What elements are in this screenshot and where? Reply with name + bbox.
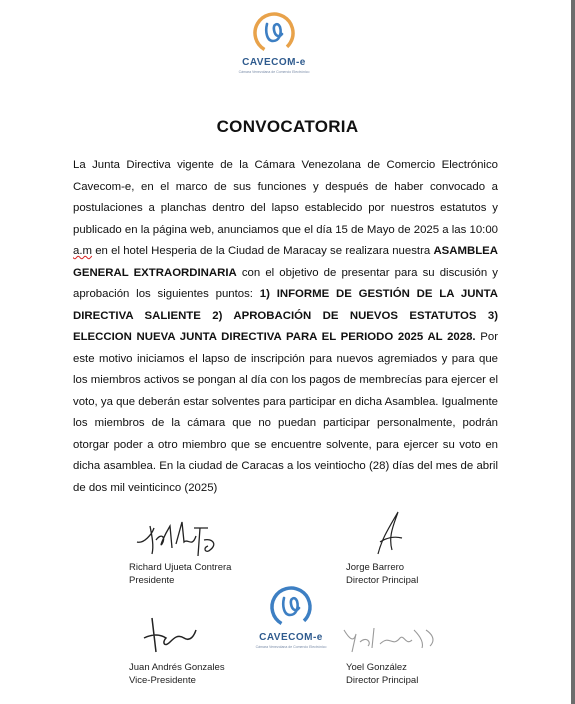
body-text-part: en el hotel Hesperia de la Ciudad de Maracay se realizara nuestra <box>92 245 434 257</box>
logo-name: CAVECOM-e <box>259 632 323 643</box>
logo-tagline: Cámara Venezolana de Comercio Electrónico <box>255 645 327 649</box>
signature-block-3 <box>129 661 225 687</box>
assembly-name: ASAMBLEA GENERAL EXTRAORDINARIA <box>73 245 498 279</box>
signer-role: Director Principal <box>346 675 419 686</box>
cavecom-logo <box>234 10 314 78</box>
document-title: CONVOCATORIA <box>216 117 359 136</box>
agenda-points: 1) INFORME DE GESTIÓN DE LA JUNTA DIRECTIVA SALIENTE 2) APROBACIÓN DE NUEVOS ESTATUTOS 3) ELECCION NUEVA JUNTA DIRECTIVA PARA EL PERIODO 2025 AL 2028. <box>73 288 498 343</box>
body-paragraph <box>73 155 498 499</box>
cavecom-logo-mark-icon <box>268 584 314 630</box>
signer-name: Yoel González <box>346 662 407 673</box>
page-edge <box>571 0 575 704</box>
signer-role: Director Principal <box>346 575 419 586</box>
signature-4-icon <box>340 620 440 656</box>
signer-name: Jorge Barrero <box>346 562 405 573</box>
body-text-part: con el objetivo de presentar para su discusión y aprobación los siguientes puntos: <box>73 266 498 300</box>
spellcheck-marked-text: a.m <box>73 245 92 257</box>
cavecom-logo-bottom <box>255 584 327 656</box>
signature-1-icon <box>132 514 222 560</box>
signature-3-icon <box>138 612 200 658</box>
signer-role: Presidente <box>129 575 175 586</box>
cavecom-logo-mark-icon <box>251 10 297 56</box>
logo-tagline: Cámara Venezolana de Comercio Electrónico <box>238 70 310 74</box>
logo-name: CAVECOM-e <box>242 57 306 68</box>
body-text-part: La Junta Directiva vigente de la Cámara Venezolana de Comercio Electrónico Cavecom-e, en el marco de sus funciones y después de haber convocado a postulaciones a planchas dentro del lapso establecido por nuestros estatutos y publicado en la página web, anunciamos que el día 15 de Mayo de 2025 a las 10:00 <box>73 159 498 236</box>
body-text-part: Por este motivo iniciamos el lapso de inscripción para nuevos agremiados y para que los miembros activos se pongan al día con los pagos de membrecías para ejercer el voto, ya que deberán estar solventes para participar en dicha Asamblea. Igualmente los miembros de la cámara que no puedan participar personalmente, podrán otorgar poder a otro miembro que se encuentre solvente, para ejercer su voto en dicha asamblea. En la ciudad de Caracas a los veintiocho (28) días del mes de abril de dos mil veinticinco (2025) <box>73 331 499 494</box>
signer-role: Vice-Presidente <box>129 675 196 686</box>
signer-name: Juan Andrés Gonzales <box>129 662 225 673</box>
signature-block-4 <box>346 661 418 687</box>
signature-2-icon <box>368 508 408 560</box>
signature-block-2 <box>346 561 418 587</box>
signer-name: Richard Ujueta Contrera <box>129 562 232 573</box>
signature-block-1 <box>129 561 231 587</box>
